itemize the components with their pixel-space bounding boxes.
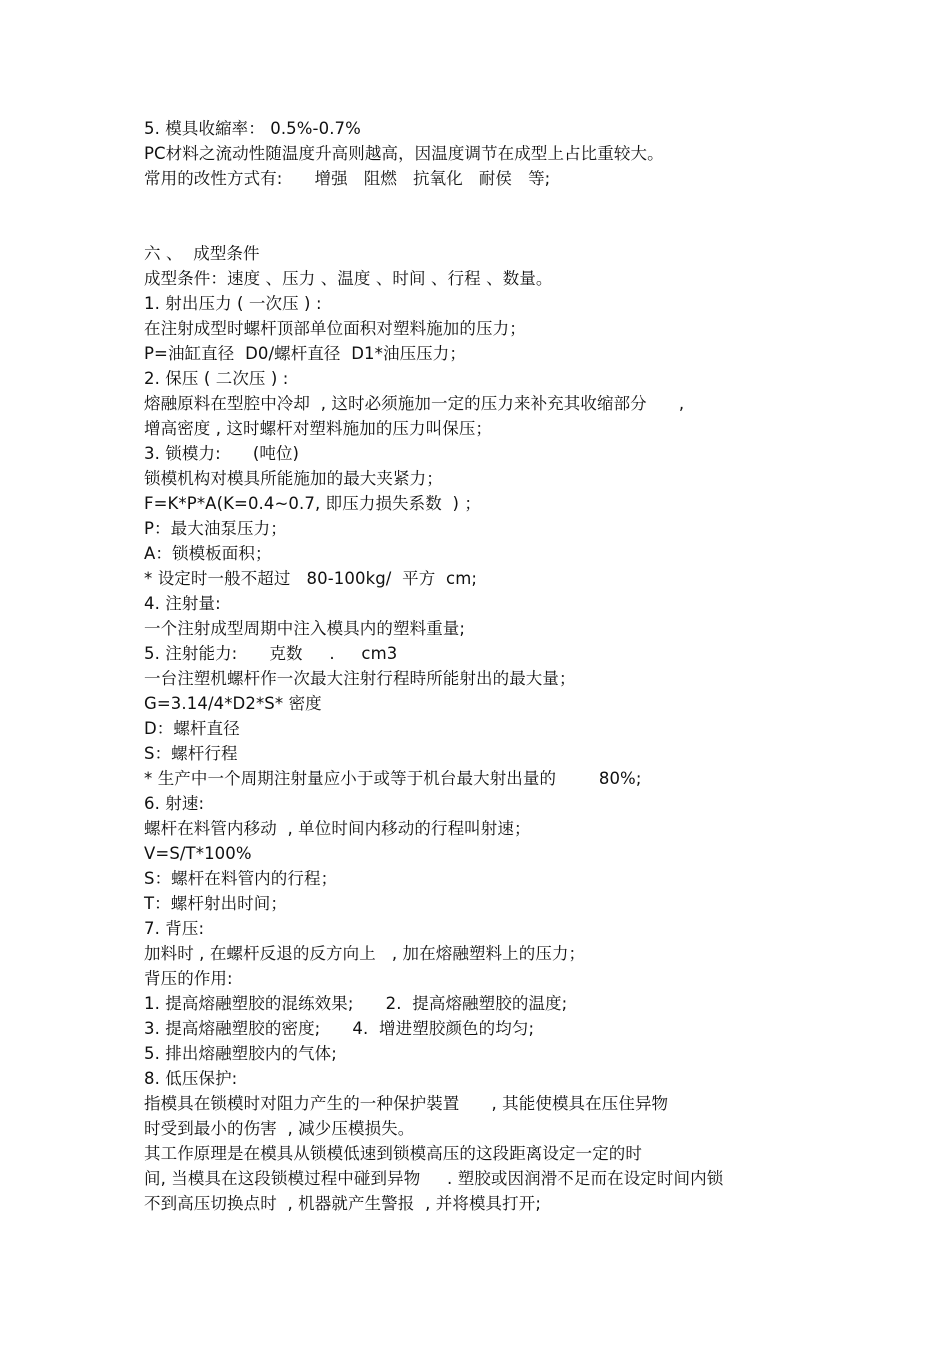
- text-line: 背压的作用:: [144, 969, 233, 988]
- text-line: S：螺杆在料管内的行程；: [144, 869, 338, 888]
- item-heading-clamping-force: 3. 锁模力: (吨位): [144, 444, 300, 463]
- text-line: 3. 提高熔融塑胶的密度; 4. 增进塑胶颜色的均匀;: [144, 1019, 535, 1038]
- text-line: 5. 排出熔融塑胶内的气体;: [144, 1044, 337, 1063]
- section-heading-molding-conditions: 六 、 成型条件: [144, 244, 260, 263]
- text-line: 螺杆在料管内移动 , 单位时间内移动的行程叫射速；: [144, 819, 531, 838]
- text-line: 不到高压切换点时 , 机器就产生警报 , 并将模具打开;: [144, 1194, 542, 1213]
- formula-line: F=K*P*A(K=0.4~0.7, 即压力损失系数 ) ；: [144, 494, 482, 513]
- text-line: T：螺杆射出时间；: [144, 894, 287, 913]
- text-line: 其工作原理是在模具从锁模低速到锁模高压的这段距离设定一定的时: [144, 1144, 642, 1163]
- text-line: 锁模机构对模具所能施加的最大夹紧力；: [144, 469, 443, 488]
- text-line: 熔融原料在型腔中冷却 , 这时必须施加一定的压力来补充其收缩部分 ,: [144, 394, 685, 413]
- text-line-modification-methods: 常用的改性方式有: 增强 阻燃 抗氧化 耐侯 等;: [144, 169, 551, 188]
- text-line: S：螺杆行程: [144, 744, 238, 763]
- text-line-pc-flow: PC材料之流动性随温度升高则越高，因温度调节在成型上占比重较大。: [144, 144, 664, 163]
- text-line: 一个注射成型周期中注入模具内的塑料重量;: [144, 619, 466, 638]
- text-line: 间, 当模具在这段锁模过程中碰到异物 . 塑胶或因润滑不足而在设定时间内锁: [144, 1169, 724, 1188]
- item-heading-injection-capacity: 5. 注射能力: 克数 . cm3: [144, 644, 398, 663]
- text-line: A：锁模板面积；: [144, 544, 272, 563]
- item-heading-shot-volume: 4. 注射量:: [144, 594, 221, 613]
- item-heading-injection-pressure: 1. 射出压力 ( 一次压 ) :: [144, 294, 322, 313]
- text-line: 指模具在锁模时对阻力产生的一种保护裝置 , 其能使模具在压住异物: [144, 1094, 669, 1113]
- text-line-mold-shrinkage: 5. 模具收縮率： 0.5%-0.7%: [144, 119, 361, 138]
- formula-line: V=S/T*100%: [144, 844, 252, 863]
- text-line: 时受到最小的伤害 , 减少压模损失。: [144, 1119, 415, 1138]
- item-heading-low-pressure-protection: 8. 低压保护:: [144, 1069, 238, 1088]
- note-line: * 设定时一般不超过 80-100kg/ 平方 cm;: [144, 569, 478, 588]
- formula-line: P=油缸直径 D0/螺杆直径 D1*油压压力；: [144, 344, 466, 363]
- text-line: P：最大油泵压力；: [144, 519, 287, 538]
- text-line: 一台注塑机螺杆作一次最大注射行程時所能射出的最大量；: [144, 669, 576, 688]
- text-line: 1. 提高熔融塑胶的混练效果; 2. 提高熔融塑胶的温度;: [144, 994, 568, 1013]
- text-line: 增高密度 , 这时螺杆对塑料施加的压力叫保压；: [144, 419, 493, 438]
- text-line-conditions-list: 成型条件：速度 、压力 、温度 、时间 、行程 、数量。: [144, 269, 553, 288]
- formula-line: G=3.14/4*D2*S* 密度: [144, 694, 322, 713]
- text-line: 加料时 , 在螺杆反退的反方向上 , 加在熔融塑料上的压力；: [144, 944, 586, 963]
- text-line: D：螺杆直径: [144, 719, 240, 738]
- note-line: * 生产中一个周期注射量应小于或等于机台最大射出量的 80%;: [144, 769, 642, 788]
- item-heading-injection-speed: 6. 射速:: [144, 794, 205, 813]
- text-line: 在注射成型时螺杆顶部单位面积对塑料施加的压力；: [144, 319, 526, 338]
- item-heading-back-pressure: 7. 背压:: [144, 919, 205, 938]
- item-heading-holding-pressure: 2. 保压 ( 二次压 ) :: [144, 369, 289, 388]
